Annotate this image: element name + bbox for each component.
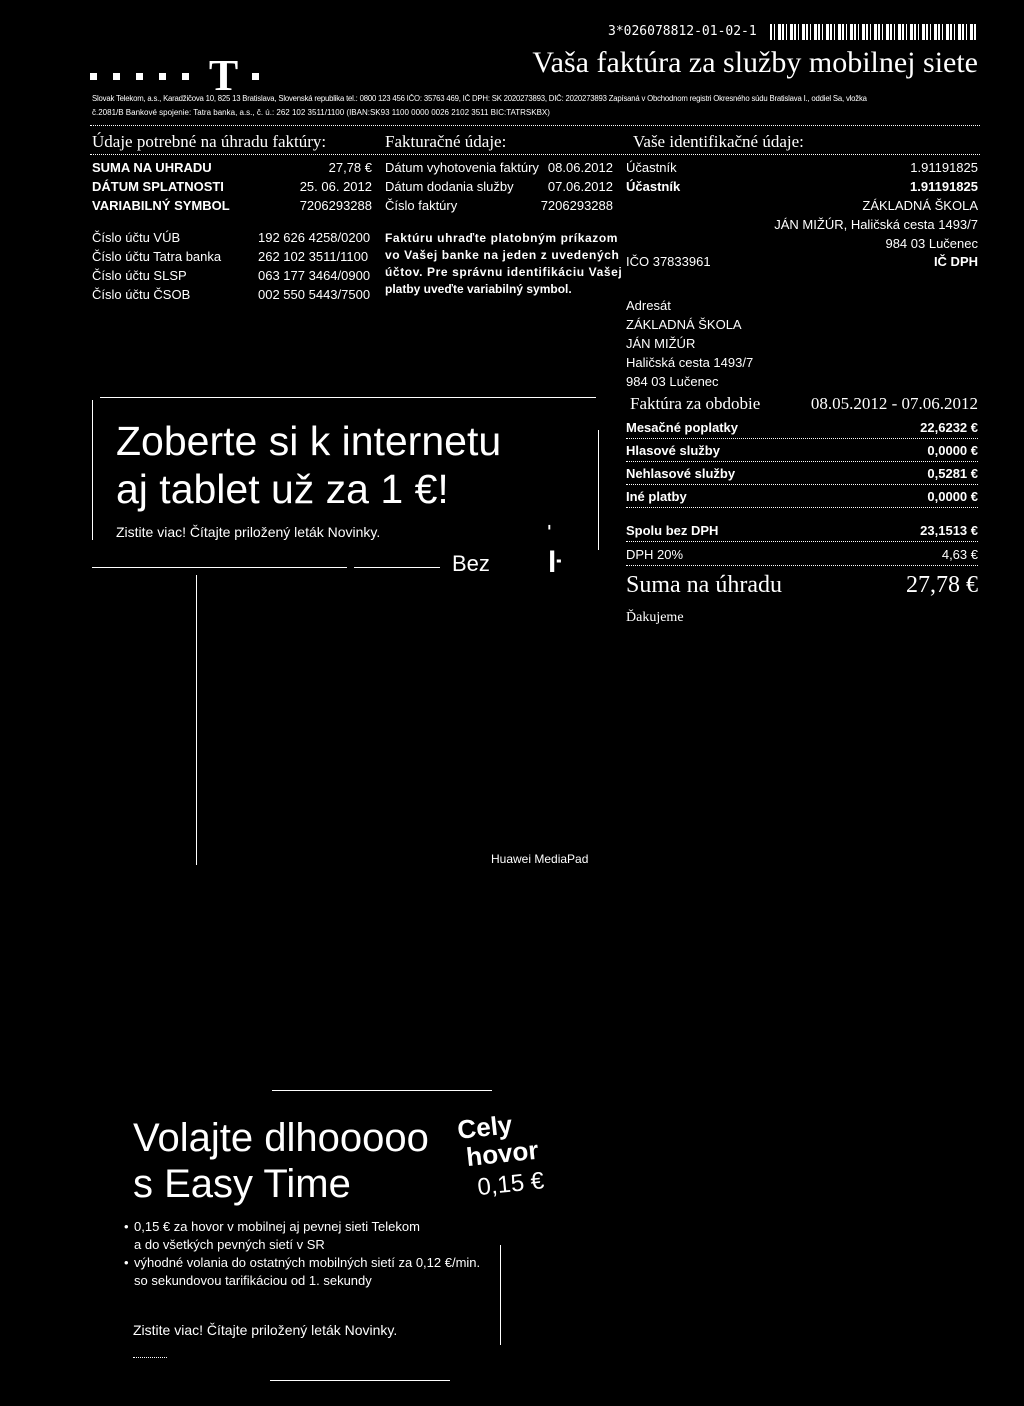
promo1-headline-1: Zoberte si k internetu bbox=[116, 418, 502, 464]
promo2-bullet-line: so sekundovou tarifikáciou od 1. sekundy bbox=[134, 1273, 372, 1288]
invoice-row-label: Dátum dodania služby bbox=[385, 179, 514, 194]
promo1-stem-line bbox=[196, 575, 197, 865]
promo1-right-line bbox=[598, 430, 599, 550]
promo1-top-line bbox=[100, 397, 596, 398]
participant-row-1 bbox=[626, 160, 978, 175]
vs-row bbox=[92, 198, 372, 213]
page-title: Vaša faktúra za služby mobilnej siete bbox=[532, 46, 978, 79]
logo-letter: T bbox=[208, 51, 239, 100]
account-label-2: Číslo účtu Tatra banka bbox=[92, 249, 222, 264]
promo2-bullet bbox=[124, 1254, 480, 1272]
payment-note-line: Faktúru uhraďte platobným príkazom bbox=[385, 231, 619, 245]
invoice-row-value: 07.06.2012 bbox=[547, 179, 613, 194]
participant-value: 1.91191825 bbox=[910, 179, 978, 194]
account-value-4: 002 550 5443/7500 bbox=[258, 287, 371, 302]
vat-label: DPH 20% bbox=[626, 547, 684, 562]
promo2-badge-line: Cely bbox=[455, 1109, 514, 1145]
period-value: 08.05.2012 - 07.06.2012 bbox=[810, 394, 978, 413]
customer-address-2: 984 03 Lučenec bbox=[885, 236, 978, 251]
promo2-right-line bbox=[500, 1245, 501, 1345]
payment-heading: Údaje potrebné na úhradu faktúry: bbox=[92, 132, 327, 151]
customer-name: ZÁKLADNÁ ŠKOLA bbox=[862, 198, 978, 213]
payment-note-line: účtov. Pre správnu identifikáciu Vašej bbox=[385, 265, 623, 279]
promo2-bullet-line: • výhodné volania do ostatných mobilných sietí za 0,12 €/min. bbox=[134, 1255, 481, 1270]
promo1-t-mark: ŀ bbox=[548, 546, 563, 579]
promo2-top-line bbox=[272, 1090, 492, 1091]
invoice-row-value: 08.06.2012 bbox=[547, 160, 613, 175]
due-row bbox=[92, 179, 372, 194]
promo2-headline-1: Volajte dlhooooo bbox=[133, 1116, 429, 1160]
logo bbox=[90, 40, 275, 100]
ico-label: IČO 37833961 bbox=[626, 254, 711, 269]
addressee-line: Haličská cesta 1493/7 bbox=[626, 355, 754, 370]
summary-value: 0,5281 € bbox=[927, 466, 978, 481]
promo2-footer-bold: Čítajte priložený leták Novinky. bbox=[206, 1322, 398, 1338]
footer-line bbox=[270, 1380, 450, 1381]
total-row bbox=[626, 572, 978, 599]
subtotal-row bbox=[626, 523, 978, 542]
promo1-mark: ˈ bbox=[545, 520, 554, 550]
company-line-1: Slovak Telekom, a.s., Karadžičova 10, 825 13 Bratislava, Slovenská republika tel.: 0800 123 456 IČO: 35763 469, IČ DPH: SK 2020273893, DIČ: 2020273893 Zapísaná v Obchodnom registri Okresného súdu Bratislava I., oddiel Sa, vložka bbox=[92, 94, 867, 103]
invoice-row-3 bbox=[385, 198, 613, 213]
vat-row bbox=[626, 547, 978, 566]
addressee-block bbox=[626, 296, 753, 391]
vs-label: VARIABILNÝ SYMBOL bbox=[92, 198, 230, 213]
summary-value: 0,0000 € bbox=[927, 489, 978, 504]
company-line-2: č.2081/B Bankové spojenie: Tatra banka, a.s., č. ú.: 262 102 3511/1100 (IBAN:SK93 1100 0000 0026 2102 3511 BIC:TATRSKBX) bbox=[92, 108, 550, 117]
summary-row bbox=[626, 443, 978, 462]
promo2-bullet bbox=[124, 1218, 480, 1236]
account-value-1: 192 626 4258/0200 bbox=[258, 230, 371, 245]
identification-heading: Vaše identifikačné údaje: bbox=[633, 132, 804, 151]
invoice-row-2 bbox=[385, 179, 613, 194]
footer-dots bbox=[133, 1356, 167, 1358]
summary-row bbox=[626, 420, 978, 439]
invoice-row-label: Dátum vyhotovenia faktúry bbox=[385, 160, 539, 175]
icdph-label: IČ DPH bbox=[933, 254, 978, 269]
thanks-text: Ďakujeme bbox=[626, 610, 684, 625]
account-label-4: Číslo účtu ČSOB bbox=[92, 287, 191, 302]
total-value: 27,78 € bbox=[906, 572, 978, 598]
invoice-row-label: Číslo faktúry bbox=[385, 198, 458, 213]
promo1-left-line bbox=[92, 400, 93, 540]
period-label: Faktúra za obdobie bbox=[630, 394, 761, 413]
summary-value: 0,0000 € bbox=[927, 443, 978, 458]
invoice-row-value: 7206293288 bbox=[540, 198, 613, 213]
total-label: Suma na úhradu bbox=[626, 572, 782, 598]
payment-note-line: vo Vašej banke na jeden z uvedených bbox=[385, 248, 620, 262]
promo2-badge-line: 0,15 € bbox=[476, 1167, 546, 1202]
promo1-bottom-line-2 bbox=[354, 567, 440, 568]
account-value-3: 063 177 3464/0900 bbox=[258, 268, 371, 283]
header-divider bbox=[90, 124, 980, 126]
promo2-footer bbox=[133, 1322, 397, 1338]
barcode bbox=[770, 24, 976, 40]
product-name: Huawei MediaPad bbox=[491, 852, 589, 866]
participant-value: 1.91191825 bbox=[910, 160, 978, 175]
promo2-badge-line: hovor bbox=[464, 1134, 540, 1173]
addressee-line: 984 03 Lučenec bbox=[626, 374, 719, 389]
promo2-bullet-line: • 0,15 € za hovor v mobilnej aj pevnej sieti Telekom bbox=[134, 1219, 420, 1234]
due-value: 25. 06. 2012 bbox=[299, 179, 372, 194]
participant-label: Účastník bbox=[626, 160, 677, 175]
participant-row-2 bbox=[626, 179, 978, 194]
account-value-2: 262 102 3511/1100 bbox=[258, 249, 369, 264]
addressee-line: JÁN MIŽÚR bbox=[626, 336, 696, 351]
participant-label: Účastník bbox=[626, 179, 681, 194]
promo2-badge bbox=[456, 1108, 545, 1204]
promo2-footer-plain: Zistite viac! bbox=[133, 1322, 207, 1338]
barcode-text: 3*026078812-01-02-1 bbox=[608, 24, 757, 39]
sum-label: SUMA NA UHRADU bbox=[92, 160, 212, 175]
payment-note bbox=[385, 230, 622, 298]
summary-label: Nehlasové služby bbox=[626, 466, 736, 481]
invoice-row-1 bbox=[385, 160, 613, 175]
customer-address-1: JÁN MIŽÚR, Haličská cesta 1493/7 bbox=[774, 217, 978, 232]
addressee-label: Adresát bbox=[626, 298, 671, 313]
due-label: DÁTUM SPLATNOSTI bbox=[92, 179, 224, 194]
promo2-bullet-line: a do všetkých pevných sietí v SR bbox=[134, 1237, 325, 1252]
summary-value: 22,6232 € bbox=[920, 420, 978, 435]
promo1-headline-2: aj tablet už za 1 €! bbox=[116, 466, 449, 512]
invoice-heading: Fakturačné údaje: bbox=[385, 132, 507, 151]
subtotal-value: 23,1513 € bbox=[920, 523, 978, 538]
summary-label: Hlasové služby bbox=[626, 443, 720, 458]
headings-divider bbox=[90, 153, 980, 155]
summary-row bbox=[626, 489, 978, 508]
summary-row bbox=[626, 466, 978, 485]
sum-value: 27,78 € bbox=[328, 160, 372, 175]
account-label-3: Číslo účtu SLSP bbox=[92, 268, 187, 283]
account-label-1: Číslo účtu VÚB bbox=[92, 230, 181, 245]
promo2-headline-2: s Easy Time bbox=[133, 1162, 351, 1206]
subtotal-label: Spolu bez DPH bbox=[626, 523, 719, 538]
promo1-sub-bold: Čítajte priložený leták Novinky. bbox=[189, 524, 381, 540]
sum-row bbox=[92, 160, 372, 175]
promo1-bottom-line-1 bbox=[92, 567, 347, 568]
summary-label: Mesačné poplatky bbox=[626, 420, 738, 435]
payment-note-line: platby uveďte variabilný symbol. bbox=[385, 282, 572, 296]
promo1-fragment: Bez bbox=[452, 551, 490, 576]
vat-value: 4,63 € bbox=[941, 547, 978, 562]
summary-label: Iné platby bbox=[626, 489, 687, 504]
vs-value: 7206293288 bbox=[299, 198, 372, 213]
promo1-subline bbox=[116, 524, 380, 540]
promo2-bullets bbox=[124, 1218, 480, 1290]
promo1-sub-plain: Zistite viac! bbox=[116, 524, 190, 540]
addressee-line: ZÁKLADNÁ ŠKOLA bbox=[626, 317, 742, 332]
